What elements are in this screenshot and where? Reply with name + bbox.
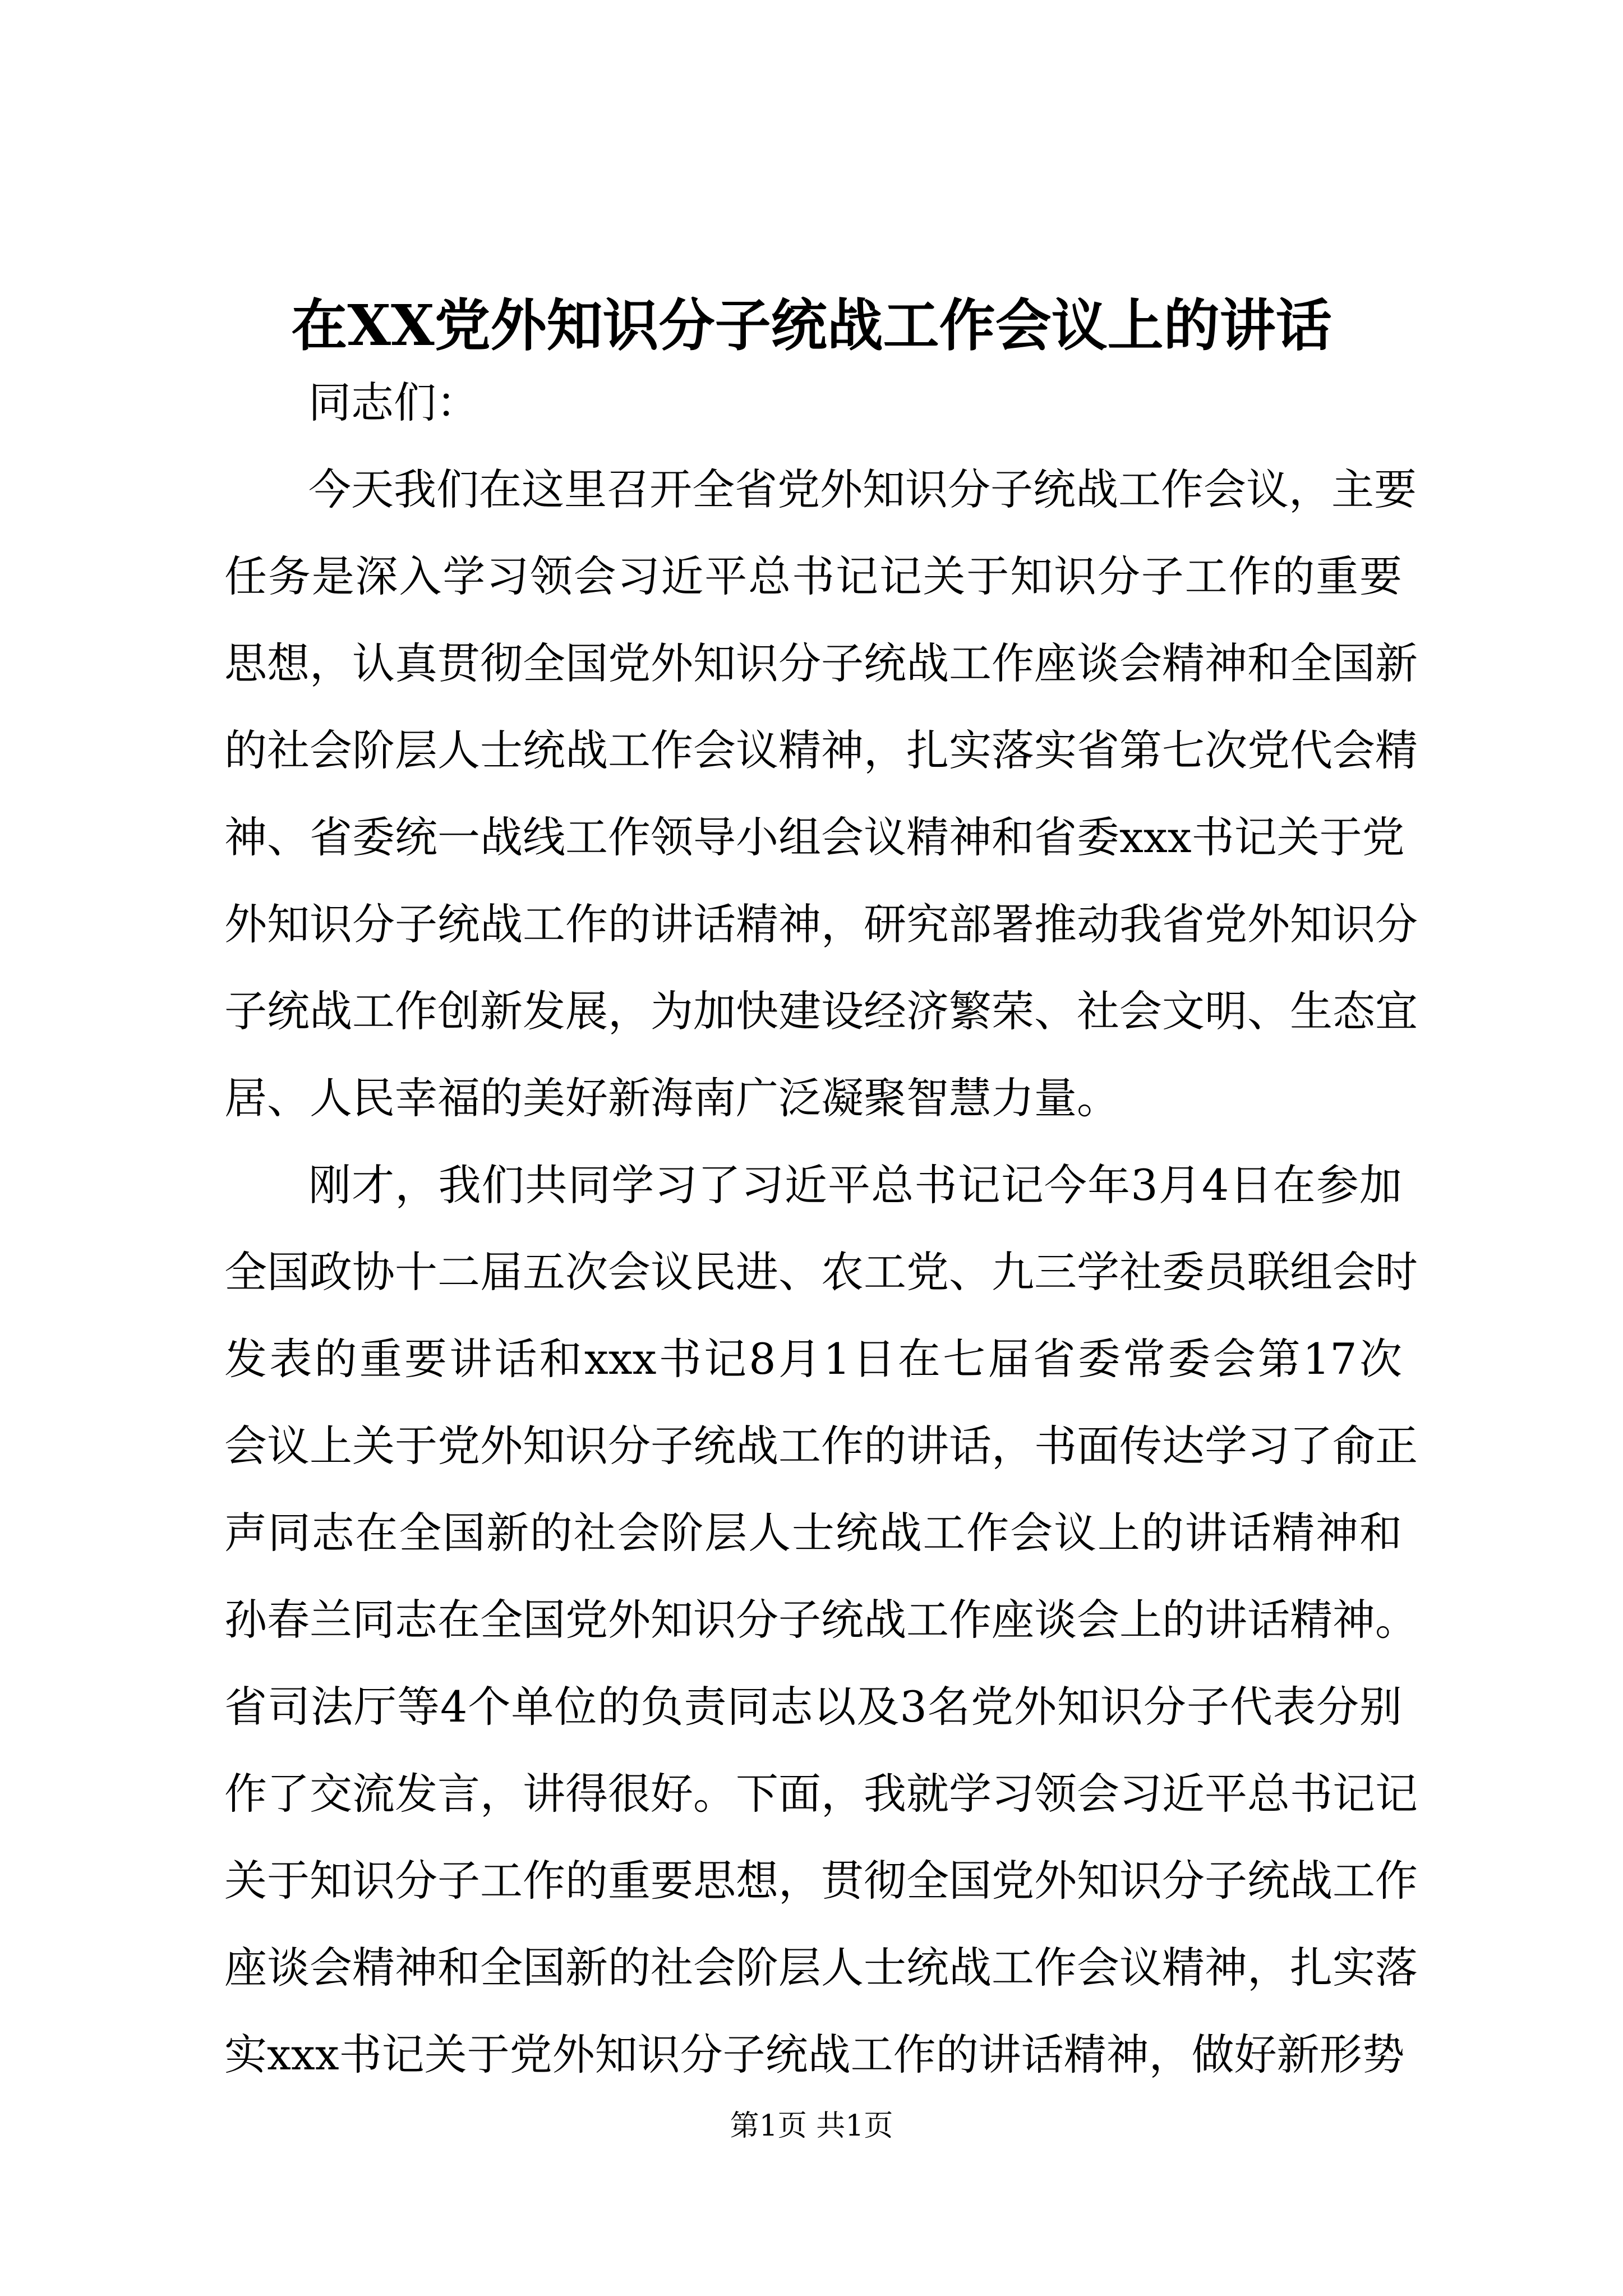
paragraph-2-line-4: 会议上关于党外知识分子统战工作的讲话，书面传达学习了俞正 [224,1421,1418,1471]
paragraph-2-line-5: 声同志在全国新的社会阶层人士统战工作会议上的讲话精神和 [224,1508,1402,1558]
document-title: 在XX党外知识分子统战工作会议上的讲话 [291,292,1332,358]
paragraph-1-line-7: 子统战工作创新发展，为加快建设经济繁荣、社会文明、生态宜 [224,986,1418,1036]
paragraph-1-line-3: 思想，认真贯彻全国党外知识分子统战工作座谈会精神和全国新 [224,638,1418,688]
paragraph-1-line-5: 神、省委统一战线工作领导小组会议精神和省委xxx书记关于党 [224,812,1405,862]
paragraph-2-line-1: 刚才，我们共同学习了习近平总书记记今年3月4日在参加 [308,1160,1402,1210]
paragraph-1-line-4: 的社会阶层人士统战工作会议精神，扎实落实省第七次党代会精 [224,725,1418,775]
paragraph-2-line-8: 作了交流发言，讲得很好。下面，我就学习领会习近平总书记记 [224,1769,1418,1819]
paragraph-2-line-6: 孙春兰同志在全国党外知识分子统战工作座谈会上的讲话精神。 [224,1595,1418,1645]
paragraph-1-line-6: 外知识分子统战工作的讲话精神，研究部署推动我省党外知识分 [224,899,1418,949]
paragraph-2-line-2: 全国政协十二届五次会议民进、农工党、九三学社委员联组会时 [224,1247,1418,1297]
page-number-footer: 第1页 共1页 [730,2109,893,2143]
paragraph-2-line-3: 发表的重要讲话和xxx书记8月1日在七届省委常委会第17次 [224,1334,1402,1384]
paragraph-2-line-9: 关于知识分子工作的重要思想，贯彻全国党外知识分子统战工作 [224,1856,1418,1906]
paragraph-1-line-1: 今天我们在这里召开全省党外知识分子统战工作会议，主要 [308,464,1417,514]
document-body [224,359,1418,2098]
paragraph-2-line-7: 省司法厅等4个单位的负责同志以及3名党外知识分子代表分别 [224,1682,1402,1732]
paragraph-2-line-10: 座谈会精神和全国新的社会阶层人士统战工作会议精神，扎实落 [224,1943,1418,1993]
paragraph-1-line-2: 任务是深入学习领会习近平总书记记关于知识分子工作的重要 [224,551,1402,601]
paragraph-2-line-11: 实xxx书记关于党外知识分子统战工作的讲话精神，做好新形势 [224,2030,1405,2079]
salutation: 同志们： [308,378,479,427]
paragraph-1-line-8: 居、人民幸福的美好新海南广泛凝聚智慧力量。 [224,1073,1119,1123]
